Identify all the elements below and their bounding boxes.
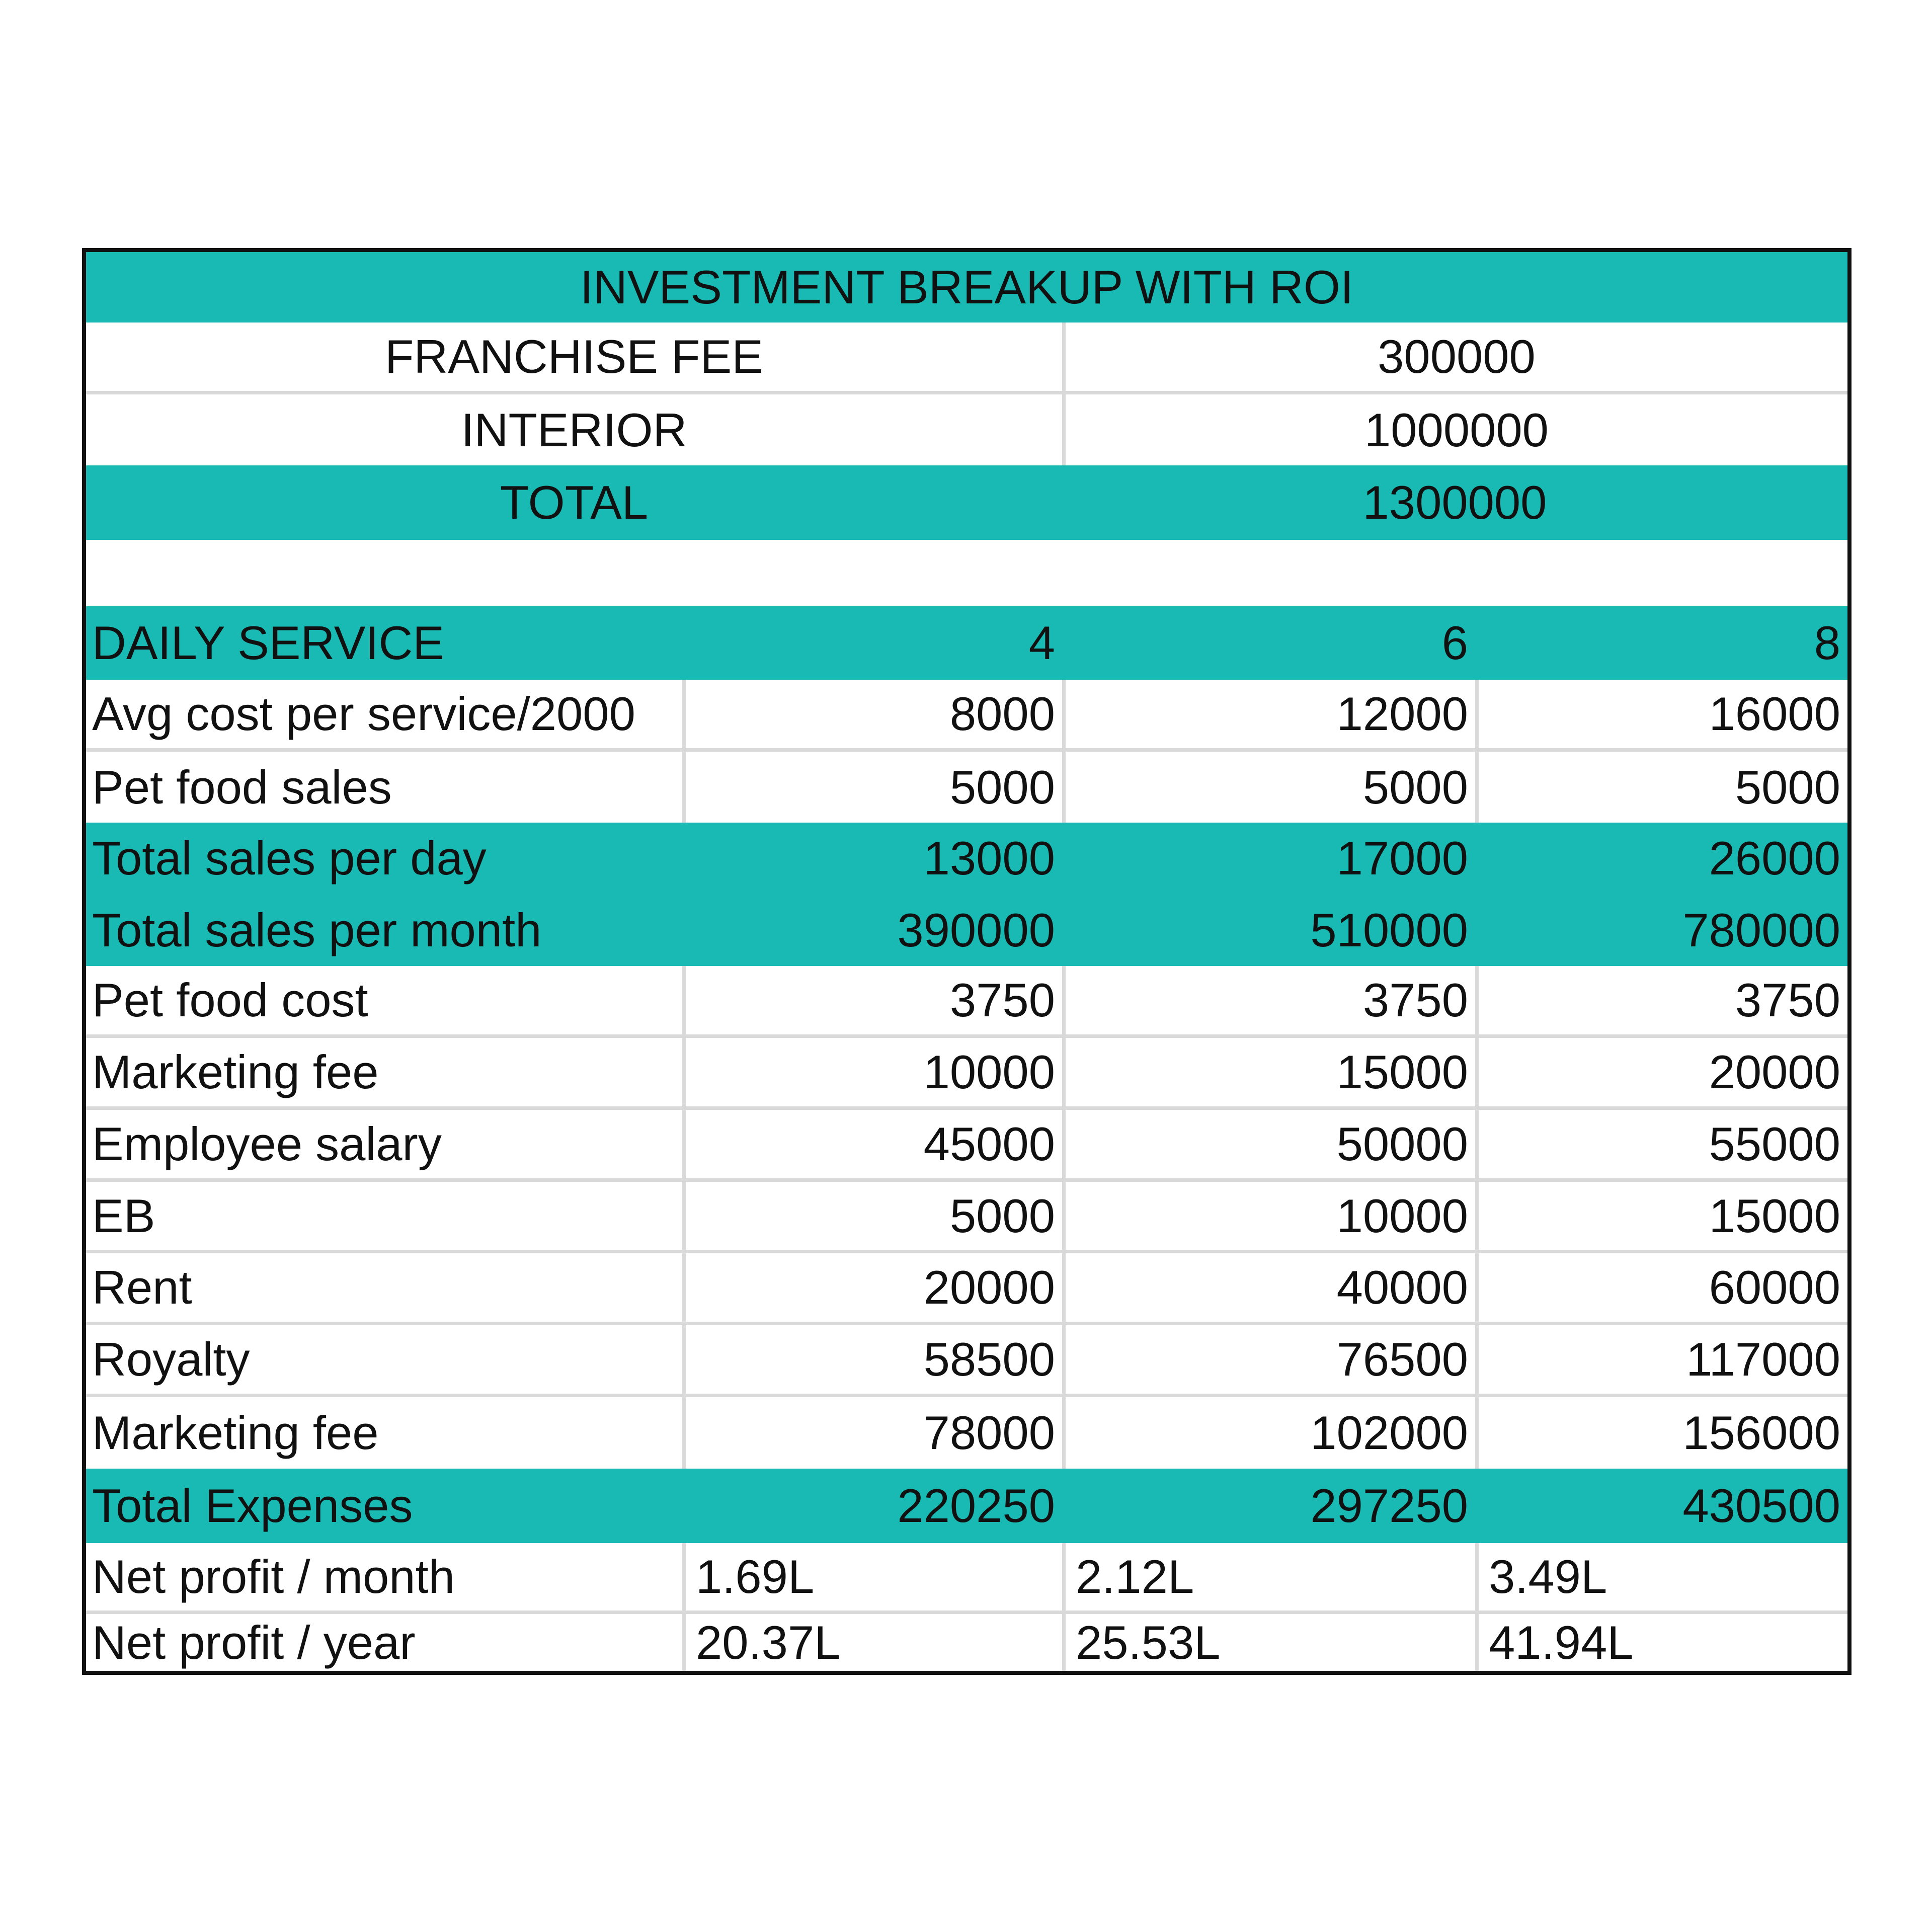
row-value: 5000 xyxy=(682,752,1062,823)
row-label: Net profit / month xyxy=(86,1543,682,1614)
row-value: 76500 xyxy=(1062,1325,1475,1397)
table-row xyxy=(86,752,1847,823)
row-value: 15000 xyxy=(1475,1182,1847,1253)
row-label: Royalty xyxy=(86,1325,682,1397)
table-row xyxy=(86,1038,1847,1110)
row-value: 15000 xyxy=(1062,1038,1475,1110)
row-value: 102000 xyxy=(1062,1397,1475,1469)
row-value: 5000 xyxy=(1475,752,1847,823)
daily-service-value: 4 xyxy=(1028,616,1055,669)
net-profit-month-row xyxy=(86,1543,1847,1614)
row-value: 20.37L xyxy=(682,1614,1062,1671)
investment-value: 300000 xyxy=(1062,323,1847,394)
row-value: 20000 xyxy=(682,1253,1062,1325)
row-label: Avg cost per service/2000 xyxy=(86,680,682,752)
row-label: Total sales per day xyxy=(92,832,487,884)
row-value: 55000 xyxy=(1475,1110,1847,1182)
row-value: 117000 xyxy=(1475,1325,1847,1397)
daily-service-value: 8 xyxy=(1814,616,1840,669)
row-label: Marketing fee xyxy=(92,1406,379,1459)
row-value: 1.69L xyxy=(682,1543,1062,1614)
row-label: Employee salary xyxy=(86,1110,682,1182)
row-value: 20000 xyxy=(1475,1038,1847,1110)
row-value: 45000 xyxy=(682,1110,1062,1182)
total-expenses-row xyxy=(86,1469,1847,1543)
net-profit-year-row xyxy=(86,1614,1847,1671)
row-value: 78000 xyxy=(682,1397,1062,1469)
row-value: 58500 xyxy=(682,1325,1062,1397)
daily-service-value: 6 xyxy=(1441,616,1468,669)
interior-row xyxy=(86,394,1847,465)
row-value: 3.49L xyxy=(1475,1543,1847,1614)
row-value: 156000 xyxy=(1475,1397,1847,1469)
table-row-highlight xyxy=(86,894,1847,966)
franchise-fee-row xyxy=(86,323,1847,394)
row-value: 41.94L xyxy=(1475,1614,1847,1671)
title-row xyxy=(86,252,1847,323)
row-value: 16000 xyxy=(1475,680,1847,752)
investment-total-value: 1300000 xyxy=(1362,476,1547,529)
row-value: 13000 xyxy=(923,832,1055,884)
row-value: 50000 xyxy=(1062,1110,1475,1182)
investment-total-label: TOTAL xyxy=(500,476,649,529)
table-row-highlight xyxy=(86,823,1847,894)
blank-row xyxy=(86,540,1847,606)
investment-label: FRANCHISE FEE xyxy=(86,323,1062,394)
row-label: Net profit / year xyxy=(92,1616,416,1669)
row-label: EB xyxy=(86,1182,682,1253)
row-value: 60000 xyxy=(1475,1253,1847,1325)
row-value: 8000 xyxy=(682,680,1062,752)
table-row xyxy=(86,1397,1847,1469)
row-label: Pet food cost xyxy=(86,966,682,1038)
row-value: 220250 xyxy=(897,1479,1055,1532)
row-value: 10000 xyxy=(1062,1182,1475,1253)
row-label: Total Expenses xyxy=(92,1479,413,1532)
investment-table xyxy=(82,248,1852,1675)
table-row xyxy=(86,1110,1847,1182)
row-value: 3750 xyxy=(682,966,1062,1038)
row-value: 5000 xyxy=(1062,752,1475,823)
investment-label: INTERIOR xyxy=(461,403,687,456)
row-label: Marketing fee xyxy=(86,1038,682,1110)
row-value: 3750 xyxy=(1062,966,1475,1038)
table-row xyxy=(86,1325,1847,1397)
table-row xyxy=(86,680,1847,752)
row-value: 3750 xyxy=(1475,966,1847,1038)
row-value: 25.53L xyxy=(1062,1614,1475,1671)
table-title: INVESTMENT BREAKUP WITH ROI xyxy=(580,261,1354,313)
row-label: Total sales per month xyxy=(92,903,542,956)
row-value: 390000 xyxy=(897,903,1055,956)
row-value: 40000 xyxy=(1062,1253,1475,1325)
investment-total-row xyxy=(86,465,1847,540)
daily-service-row xyxy=(86,606,1847,680)
daily-service-label: DAILY SERVICE xyxy=(92,616,445,669)
row-value: 10000 xyxy=(682,1038,1062,1110)
table-row xyxy=(86,1253,1847,1325)
row-value: 430500 xyxy=(1682,1479,1840,1532)
row-value: 780000 xyxy=(1682,903,1840,956)
row-value: 297250 xyxy=(1310,1479,1468,1532)
investment-value: 1000000 xyxy=(1062,394,1847,465)
row-value: 2.12L xyxy=(1062,1543,1475,1614)
table-row xyxy=(86,966,1847,1038)
row-label: Rent xyxy=(86,1253,682,1325)
row-label: Pet food sales xyxy=(92,760,392,814)
row-value: 5000 xyxy=(682,1182,1062,1253)
row-value: 26000 xyxy=(1709,832,1840,884)
table-row xyxy=(86,1182,1847,1253)
row-value: 510000 xyxy=(1310,903,1468,956)
row-value: 12000 xyxy=(1062,680,1475,752)
row-value: 17000 xyxy=(1336,832,1468,884)
